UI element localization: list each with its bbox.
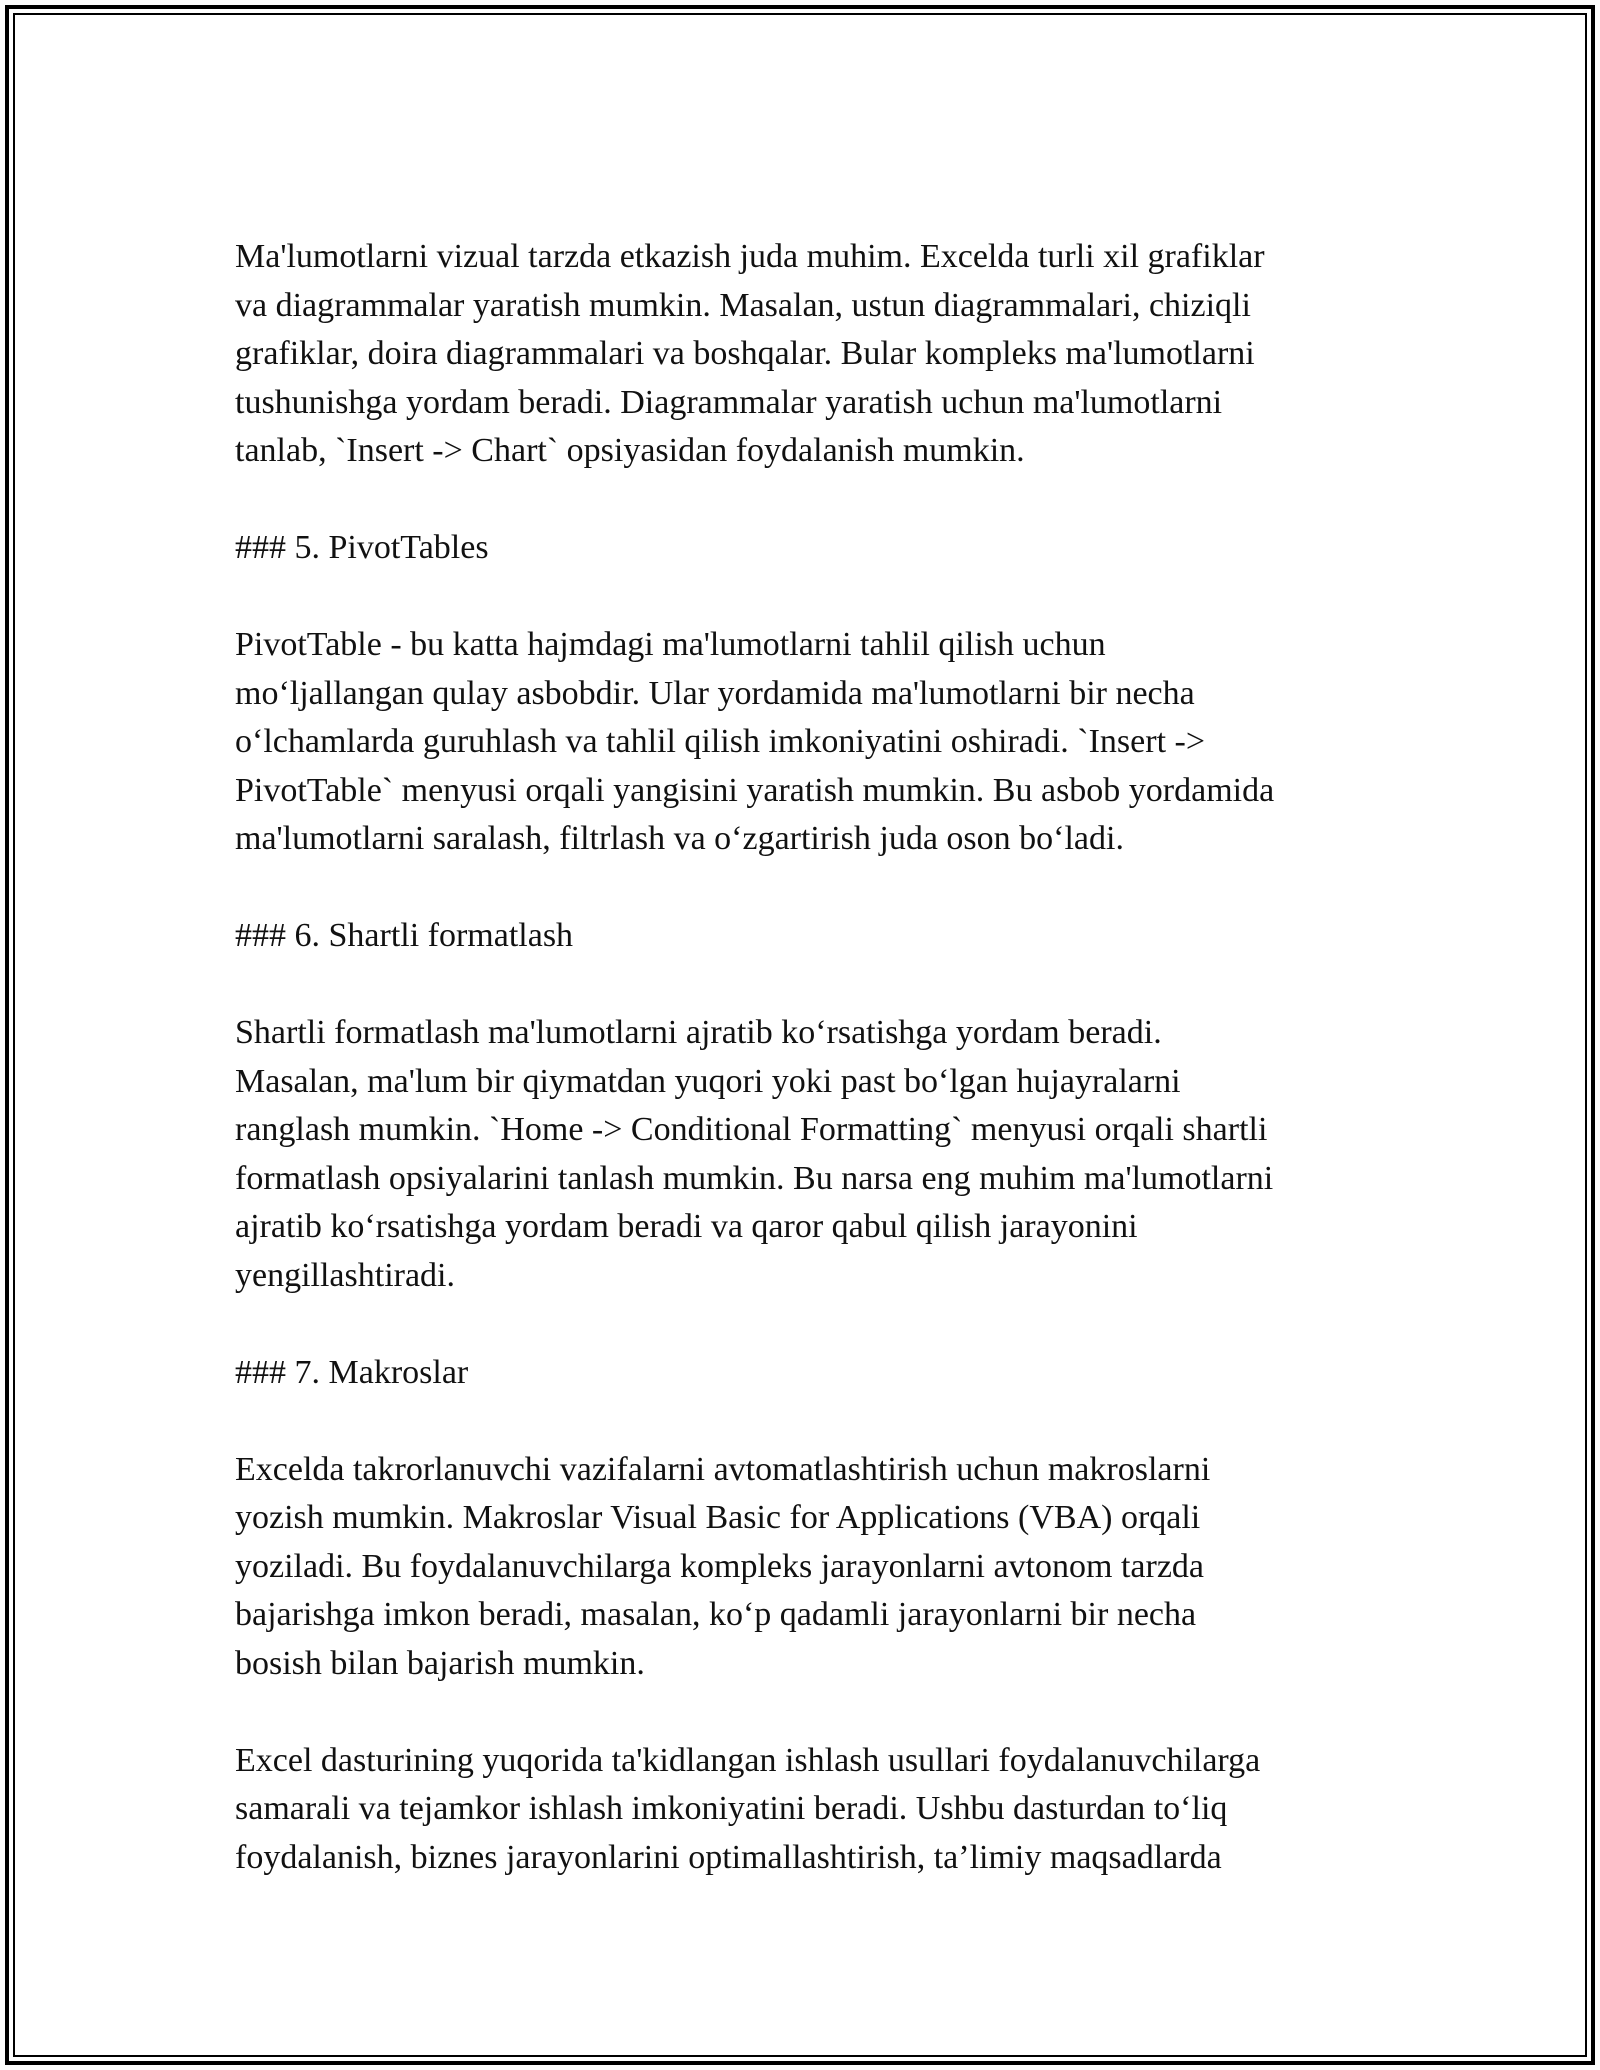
paragraph-line: yengillashtiradi. (235, 1256, 456, 1294)
paragraph-line: tushunishga yordam beradi. Diagrammalar yaratish uchun ma'lumotlarni (235, 383, 1223, 421)
paragraph-line: bajarishga imkon beradi, masalan, ko‘p qadamli jarayonlarni bir necha (235, 1596, 1197, 1633)
paragraph-line: yozish mumkin. Makroslar Visual Basic for Applications (VBA) orqali (235, 1499, 1201, 1536)
paragraph-line: PivotTable - bu katta hajmdagi ma'lumotlarni tahlil qilish uchun (235, 626, 1106, 663)
paragraph-line: foydalanish, biznes jarayonlarini optimallashtirish, ta’limiy maqsadlarda (235, 1838, 1222, 1876)
paragraph-line: tanlab, `Insert -> Chart` opsiyasidan foydalanish mumkin. (235, 432, 1025, 469)
paragraph (235, 621, 1375, 864)
paragraph-line: bosish bilan bajarish mumkin. (235, 1644, 645, 1682)
paragraph-line: mo‘ljallangan qulay asbobdir. Ular yordamida ma'lumotlarni bir necha (235, 674, 1195, 712)
paragraph-line: Excel dasturining yuqorida ta'kidlangan ishlash usullari foydalanuvchilarga (235, 1741, 1261, 1779)
paragraph-line: Masalan, ma'lum bir qiymatdan yuqori yoki past bo‘lgan hujayralarni (235, 1062, 1181, 1100)
paragraph-line: formatlash opsiyalarini tanlash mumkin. Bu narsa eng muhim ma'lumotlarni (235, 1159, 1274, 1197)
document-body (235, 233, 1375, 1931)
paragraph-line: grafiklar, doira diagrammalari va boshqalar. Bular kompleks ma'lumotlarni (235, 335, 1255, 372)
paragraph-line: ranglash mumkin. `Home -> Conditional Formatting` menyusi orqali shartli (235, 1111, 1268, 1148)
paragraph (235, 1446, 1375, 1689)
paragraph-line: Ma'lumotlarni vizual tarzda etkazish juda muhim. Excelda turli xil grafiklar (235, 238, 1265, 275)
paragraph-line: yoziladi. Bu foydalanuvchilarga kompleks jarayonlarni avtonom tarzda (235, 1547, 1205, 1585)
paragraph-line: ajratib ko‘rsatishga yordam beradi va qaror qabul qilish jarayonini (235, 1208, 1138, 1245)
paragraph-line: Shartli formatlash ma'lumotlarni ajratib ko‘rsatishga yordam beradi. (235, 1014, 1162, 1051)
paragraph-line: samarali va tejamkor ishlash imkoniyatini beradi. Ushbu dasturdan to‘liq (235, 1790, 1228, 1827)
paragraph-line: o‘lchamlarda guruhlash va tahlil qilish imkoniyatini oshiradi. `Insert -> (235, 723, 1206, 760)
paragraph (235, 1737, 1375, 1883)
paragraph (235, 233, 1375, 476)
section-heading: ### 5. PivotTables (235, 529, 489, 566)
paragraph-line: Excelda takrorlanuvchi vazifalarni avtomatlashtirish uchun makroslarni (235, 1450, 1211, 1488)
section-heading: ### 6. Shartli formatlash (235, 917, 574, 954)
paragraph-line: va diagrammalar yaratish mumkin. Masalan, ustun diagrammalari, chiziqli (235, 286, 1251, 324)
paragraph-line: PivotTable` menyusi orqali yangisini yaratish mumkin. Bu asbob yordamida (235, 771, 1275, 809)
paragraph (235, 1009, 1375, 1300)
paragraph-line: ma'lumotlarni saralash, filtrlash va o‘zgartirish juda oson bo‘ladi. (235, 820, 1124, 857)
section-heading: ### 7. Makroslar (235, 1353, 469, 1391)
